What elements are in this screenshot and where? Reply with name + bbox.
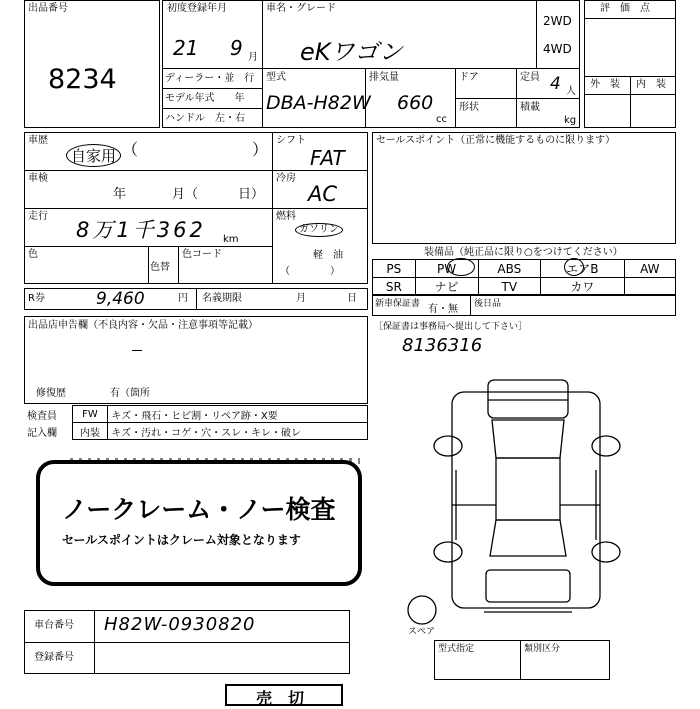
equip-ps: PS xyxy=(373,260,416,278)
displacement-unit: cc xyxy=(436,114,447,125)
type-label: 型式 xyxy=(266,72,286,83)
color-code-label: 色コード xyxy=(182,249,222,260)
reg-month: 9 xyxy=(230,36,243,60)
load-label: 積載 xyxy=(520,102,540,113)
displacement-value: 660 xyxy=(397,92,434,114)
wheel-front-left xyxy=(434,436,462,456)
reg-label: 初度登録年月 xyxy=(167,3,227,14)
chassis-value: H82W-0930820 xyxy=(104,614,256,635)
interior-check-label: 内装 xyxy=(72,423,108,440)
load-unit: kg xyxy=(564,115,577,126)
chassis-label: 車台番号 xyxy=(34,620,74,631)
equip-tv: TV xyxy=(478,278,541,296)
rear-window xyxy=(490,520,566,556)
fuel-paren: （ ） xyxy=(280,266,340,277)
check-table xyxy=(24,405,368,440)
spare-tire xyxy=(408,596,436,624)
type-designation-label: 型式指定 xyxy=(438,644,475,654)
recycle-label: R券 xyxy=(28,293,45,304)
equip-aw: AW xyxy=(624,260,675,278)
name-label: 車名・グレード xyxy=(266,3,336,14)
displacement-label: 排気量 xyxy=(369,72,399,83)
aircon-value: AC xyxy=(308,182,338,206)
rating-label: 評 価 点 xyxy=(600,3,650,14)
stamp-subtitle: セールスポイントはクレーム対象となります xyxy=(62,533,301,547)
equip-leather: カワ xyxy=(541,278,625,296)
capacity-value: 4 xyxy=(550,74,561,94)
history-paren-close: ） xyxy=(252,140,269,159)
windshield xyxy=(492,420,564,458)
exterior-label: 外 装 xyxy=(590,79,620,90)
wheel-rear-left xyxy=(434,542,462,562)
car-roof xyxy=(488,380,568,418)
equip-empty xyxy=(624,278,675,296)
warranty-label: 新車保証書 xyxy=(375,299,421,309)
repair-value: 有（箇所 xyxy=(110,388,150,399)
history-label: 車歴 xyxy=(28,135,48,146)
sale-label: 売 切 xyxy=(256,689,305,708)
mileage-value: 8万1千362 xyxy=(76,218,206,242)
reg-month-unit: 月 xyxy=(248,52,258,63)
dealer-label: ディーラー・並 行 xyxy=(165,73,255,84)
aircon-label: 冷房 xyxy=(276,173,296,184)
fuel-gasoline: ガソリン xyxy=(295,223,343,237)
fw-label: FW xyxy=(72,406,108,423)
drive-4wd: 4WD xyxy=(543,42,572,56)
chassis-reg-label: 登録番号 xyxy=(34,652,74,663)
interior-label: 内 装 xyxy=(636,79,666,90)
cabin xyxy=(496,458,560,520)
interior-items: キズ・汚れ・コゲ・穴・スレ・キレ・破レ xyxy=(108,423,368,440)
capacity-label: 定員 xyxy=(520,72,540,83)
declaration-label: 出品店申告欄（不良内容・欠品・注意事項等記載） xyxy=(28,320,258,331)
circle-pw xyxy=(447,258,475,276)
inspector-label: 検査員 xyxy=(27,410,57,422)
deadline-label: 名義期限 xyxy=(202,293,242,304)
warranty-number: 8136316 xyxy=(402,335,483,356)
fuel-label: 燃料 xyxy=(276,211,296,222)
car-outline xyxy=(452,392,600,608)
type-value: DBA-H82W xyxy=(266,92,371,114)
deadline-month: 月 xyxy=(296,293,306,304)
lot-number: 8234 xyxy=(48,64,117,95)
warranty-value: 有・無 xyxy=(428,304,458,315)
spare-label: スペア xyxy=(408,627,436,637)
equipment-table xyxy=(372,259,676,296)
mileage-unit: km xyxy=(223,234,239,245)
tailgate xyxy=(486,570,570,602)
recycle-value: 9,460 xyxy=(96,289,145,309)
wheel-front-right xyxy=(592,436,620,456)
recycle-unit: 円 xyxy=(178,293,188,304)
stamp-smudge xyxy=(70,458,360,464)
reg-year: 21 xyxy=(173,36,199,60)
sales-points-box xyxy=(372,132,676,244)
entry-label: 記入欄 xyxy=(27,427,57,439)
deadline-day: 日 xyxy=(347,293,357,304)
lot-label: 出品番号 xyxy=(28,3,68,14)
inspection-year: 年 xyxy=(113,187,127,202)
model-year-label: モデル年式 年 xyxy=(165,93,245,104)
car-name: eKワゴン xyxy=(300,38,403,66)
shift-value: FAT xyxy=(310,146,345,170)
equip-abs: ABS xyxy=(478,260,541,278)
history-value: 自家用 xyxy=(66,144,121,167)
stamp-title: ノークレーム・ノー検査 xyxy=(62,495,336,524)
equipment-label: 装備品（純正品に限り○をつけてください） xyxy=(424,247,623,258)
color-change-label: 色替 xyxy=(150,262,170,273)
fuel-light-oil: 軽 油 xyxy=(313,250,343,261)
warranty-date-label: 後日品 xyxy=(474,299,502,309)
door-label: ドア xyxy=(459,72,479,83)
fw-items: キズ・飛石・ヒビ割・リペア跡・X要 xyxy=(108,406,368,423)
sales-points-label: セールスポイント（正常に機能するものに限ります） xyxy=(376,135,616,146)
equip-airbag: エアB xyxy=(541,260,625,278)
history-paren-open: （ xyxy=(122,140,139,159)
equip-pw: PW xyxy=(415,260,478,278)
circle-airbag xyxy=(564,258,584,276)
inspection-label: 車検 xyxy=(28,173,48,184)
handle-label: ハンドル 左・右 xyxy=(165,113,245,124)
category-label: 類別区分 xyxy=(524,644,561,654)
inspection-day: 日） xyxy=(238,187,265,202)
equip-sr: SR xyxy=(373,278,416,296)
equip-navi: ナビ xyxy=(415,278,478,296)
color-label: 色 xyxy=(28,249,38,260)
inspection-month: 月（ xyxy=(172,187,199,202)
warranty-note: ［保証書は事務局へ提出して下さい］ xyxy=(374,322,528,332)
shape-label: 形状 xyxy=(459,102,479,113)
mileage-label: 走行 xyxy=(28,211,48,222)
capacity-unit: 人 xyxy=(566,86,576,97)
shift-label: シフト xyxy=(276,135,306,146)
repair-label: 修復歴 xyxy=(36,388,66,399)
wheel-rear-right xyxy=(592,542,620,562)
drive-2wd: 2WD xyxy=(543,14,572,28)
